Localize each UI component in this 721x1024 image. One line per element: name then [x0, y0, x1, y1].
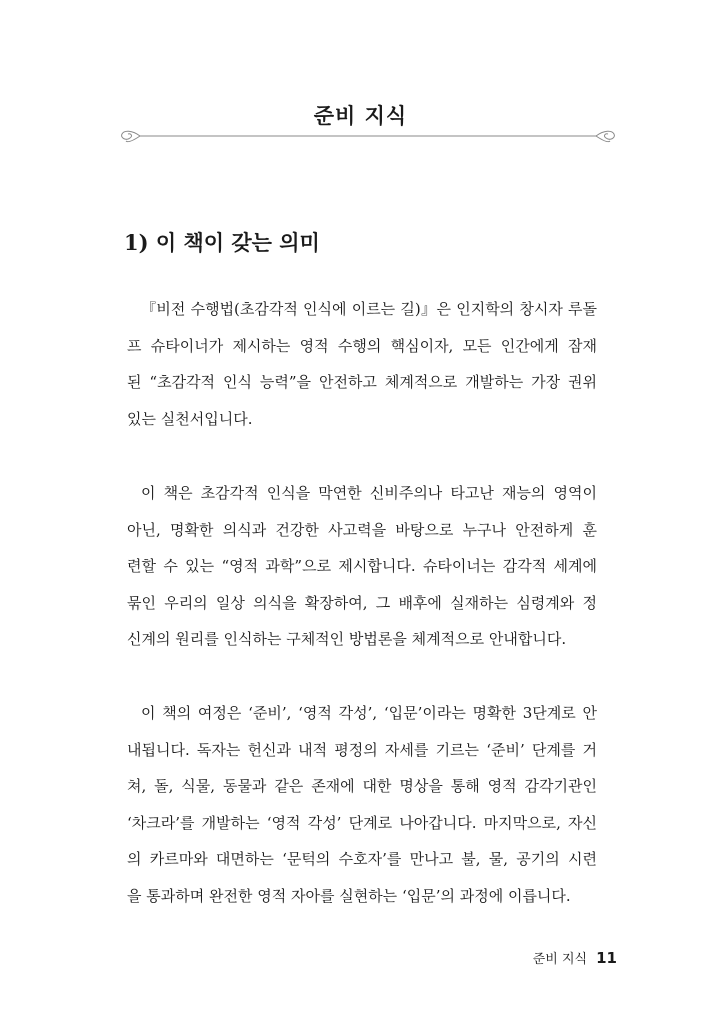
paragraph-line: 아닌, 명확한 의식과 건강한 사고력을 바탕으로 누구나 안전하게 훈: [127, 520, 597, 539]
paragraph-line: 프 슈타이너가 제시하는 영적 수행의 핵심이자, 모든 인간에게 잠재: [127, 336, 597, 355]
running-footer-label: 준비 지식: [532, 952, 588, 967]
paragraph-line: 된 “초감각적 인식 능력”을 안전하고 체계적으로 개발하는 가장 권위: [127, 373, 597, 391]
paragraph-line: ‘차크라’를 개발하는 ‘영적 각성’ 단계로 나아갑니다. 마지막으로, 자신: [127, 813, 597, 832]
paragraph-3: [127, 695, 597, 914]
paragraph-line: 쳐, 돌, 식물, 동물과 같은 존재에 대한 명상을 통해 영적 감각기관인: [127, 777, 597, 795]
paragraph-line: 신계의 원리를 인식하는 구체적인 방법론을 체계적으로 안내합니다.: [127, 630, 567, 648]
paragraph-line: 내됩니다. 독자는 헌신과 내적 평정의 자세를 기르는 ‘준비’ 단계를 거: [127, 740, 597, 759]
paragraph-line: 을 통과하며 완전한 영적 자아를 실현하는 ‘입문’의 과정에 이릅니다.: [127, 886, 571, 905]
paragraph-1: [127, 291, 597, 437]
paragraph-line: 이 책의 여정은 ‘준비’, ‘영적 각성’, ‘입문’이라는 명확한 3단계로 안: [141, 704, 597, 722]
paragraph-line: 묶인 우리의 일상 의식을 확장하여, 그 배후에 실재하는 심령계와 정: [127, 593, 597, 612]
paragraph-line: 련할 수 있는 “영적 과학”으로 제시합니다. 슈타이너는 감각적 세계에: [127, 557, 597, 575]
chapter-title: 준비 지식: [313, 104, 408, 128]
page-footer: [533, 948, 617, 970]
paragraph-line: 있는 실천서입니다.: [127, 409, 253, 428]
paragraph-2: [127, 475, 597, 658]
paragraph-line: 의 카르마와 대면하는 ‘문턱의 수호자’를 만나고 불, 물, 공기의 시련: [127, 850, 597, 868]
ornamental-divider-icon: [118, 124, 618, 148]
section-heading: 1) 이 책이 갖는 의미: [124, 230, 320, 255]
paragraph-line: 이 책은 초감각적 인식을 막연한 신비주의나 타고난 재능의 영역이: [141, 484, 597, 502]
paragraph-line: 『비전 수행법(초감각적 인식에 이르는 길)』은 인지학의 창시자 루돌: [141, 300, 597, 318]
page-number: 11: [596, 949, 617, 967]
